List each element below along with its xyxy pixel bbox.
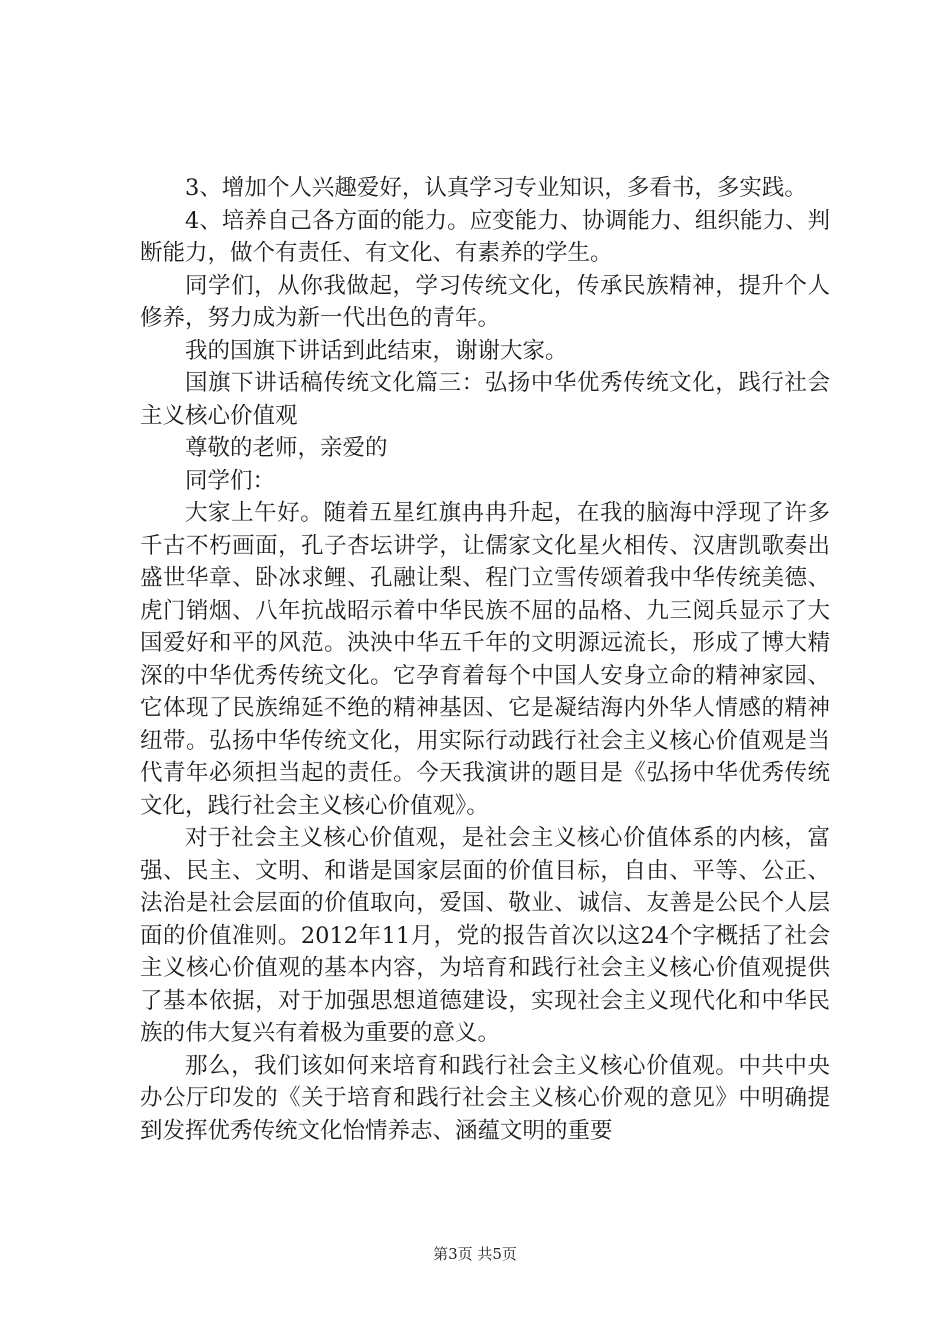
paragraph: 同学们，从你我做起，学习传统文化，传承民族精神，提升个人修养，努力成为新一代出色的青年。 — [140, 272, 830, 331]
paragraph: 大家上午好。随着五星红旗冉冉升起，在我的脑海中浮现了许多千古不朽画面，孔子杏坛讲学，让儒家文化星火相传、汉唐凯歌奏出盛世华章、卧冰求鲤、孔融让梨、程门立雪传颂着我中华传统美德、虎门销烟、八年抗战昭示着中华民族不屈的品格、九三阅兵显示了大国爱好和平的风范。泱泱中华五千年的文明源远流长，形成了博大精深的中华优秀传统文化。它孕育着每个中国人安身立命的精神家园、它体现了民族绵延不绝的精神基因、它是凝结海内外华人情感的精神纽带。弘扬中华传统文化，用实际行动践行社会主义核心价值观是当代青年必须担当起的责任。今天我演讲的题目是《弘扬中华优秀传统文化，践行社会主义核心价值观》。 — [140, 500, 830, 819]
salutation: 尊敬的老师，亲爱的 — [185, 435, 388, 461]
section-heading: 国旗下讲话稿传统文化篇三：弘扬中华优秀传统文化，践行社会主义核心价值观 — [140, 370, 830, 429]
document-body — [140, 172, 830, 1147]
paragraph: 4、培养自己各方面的能力。应变能力、协调能力、组织能力、判断能力，做个有责任、有文化、有素养的学生。 — [140, 207, 830, 266]
paragraph: 我的国旗下讲话到此结束，谢谢大家。 — [185, 337, 568, 364]
paragraph: 对于社会主义核心价值观，是社会主义核心价值体系的内核，富强、民主、文明、和谐是国家层面的价值目标，自由、平等、公正、法治是社会层面的价值取向，爱国、敬业、诚信、友善是公民个人层面的价值准则。2012年11月，党的报告首次以这24个字概括了社会主义核心价值观的基本内容，为培育和践行社会主义核心价值观提供了基本依据，对于加强思想道德建设，实现社会主义现代化和中华民族的伟大复兴有着极为重要的意义。 — [140, 825, 830, 1046]
salutation: 同学们： — [185, 467, 276, 494]
paragraph: 那么，我们该如何来培育和践行社会主义核心价值观。中共中央办公厅印发的《关于培育和践行社会主义核心价观的意见》中明确提到发挥优秀传统文化怡情养志、涵蕴文明的重要 — [140, 1052, 830, 1144]
paragraph: 3、增加个人兴趣爱好，认真学习专业知识，多看书，多实践。 — [185, 175, 807, 201]
page-footer: 第3页 共5页 — [433, 1245, 517, 1263]
